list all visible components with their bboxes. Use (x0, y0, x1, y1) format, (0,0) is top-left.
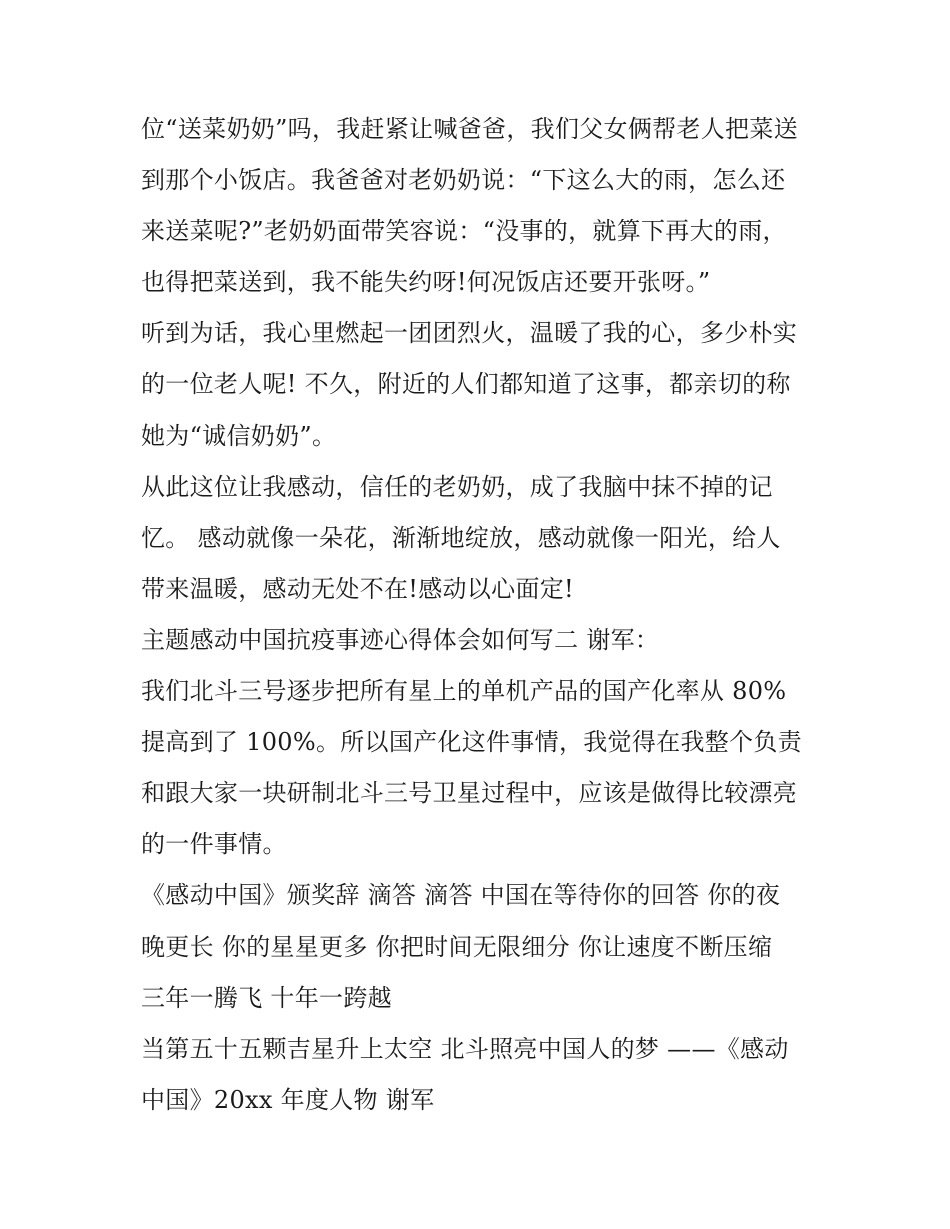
text-line: 也得把菜送到，我不能失约呀!何况饭店还要开张呀。” (141, 268, 711, 297)
text-line: 中国》20xx 年度人物 谢军 (141, 1085, 435, 1114)
text-line: 从此这位让我感动，信任的老奶奶，成了我脑中抹不掉的记 (141, 472, 773, 501)
text-line: 的一件事情。 (141, 830, 287, 859)
text-line: 带来温暖，感动无处不在!感动以心面定! (141, 574, 574, 603)
text-line: 和跟大家一块研制北斗三号卫星过程中，应该是做得比较漂亮 (141, 779, 798, 808)
text-line: 我们北斗三号逐步把所有星上的单机产品的国产化率从 80% (141, 677, 787, 706)
text-line: 《感动中国》颁奖辞 滴答 滴答 中国在等待你的回答 你的夜 (141, 881, 781, 910)
text-line: 的一位老人呢! 不久，附近的人们都知道了这事，都亲切的称 (141, 370, 791, 399)
text-line: 晚更长 你的星星更多 你把时间无限细分 你让速度不断压缩 (141, 932, 773, 961)
text-line: 忆。 感动就像一朵花，渐渐地绽放，感动就像一阳光，给人 (141, 523, 781, 552)
section-heading: 主题感动中国抗疫事迹心得体会如何写二 谢军： (141, 625, 660, 654)
text-line: 三年一腾飞 十年一跨越 (141, 983, 392, 1012)
text-line: 来送菜呢?”老奶奶面带笑容说：“没事的，就算下再大的雨， (141, 217, 787, 246)
text-line: 她为“诚信奶奶”。 (141, 421, 337, 450)
text-line: 位“送菜奶奶”吗，我赶紧让喊爸爸，我们父女俩帮老人把菜送 (141, 115, 798, 143)
document-body (141, 104, 821, 1126)
text-line: 到那个小饭店。我爸爸对老奶奶说：“下这么大的雨，怎么还 (141, 166, 786, 195)
text-line: 听到为话，我心里燃起一团团烈火，温暖了我的心，多少朴实 (141, 319, 798, 348)
text-line: 当第五十五颗吉星升上太空 北斗照亮中国人的梦 ——《感动 (141, 1034, 789, 1063)
text-line: 提高到了 100%。所以国产化这件事情，我觉得在我整个负责 (141, 728, 802, 757)
